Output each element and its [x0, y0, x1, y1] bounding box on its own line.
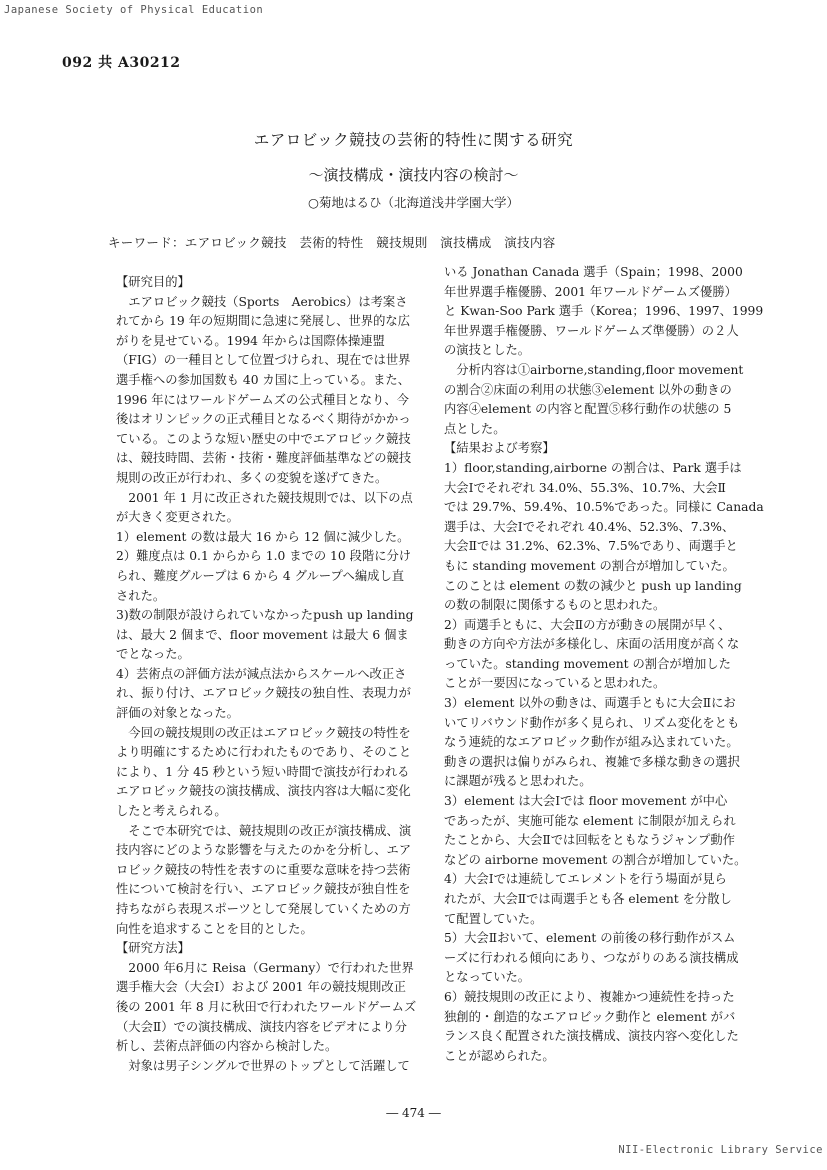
text-line: により、1 分 45 秒という短い時間で演技が行われる	[116, 764, 410, 779]
text-line: 年世界選手権優勝、ワールドゲームズ準優勝）の２人	[444, 323, 739, 338]
text-line: 【結果および考察】	[444, 441, 555, 456]
text-line: れたが、大会Ⅱでは両選手とも各 element を分散し	[444, 892, 732, 906]
right-column	[444, 263, 764, 1066]
text-line: の数の制限に関係するものと思われた。	[444, 598, 666, 613]
text-line: 大会Ⅰでそれぞれ 34.0%、55.3%、10.7%、大会Ⅱ	[444, 480, 726, 495]
text-line: 【研究目的】	[116, 275, 190, 289]
text-line: 評価の対象となった。	[116, 706, 239, 721]
text-line: 析し、芸術点評価の内容から検討した。	[116, 1039, 338, 1054]
text-line: て配置していた。	[444, 911, 543, 926]
text-line: 【研究方法】	[116, 941, 190, 956]
text-line: 独創的・創造的なエアロビック動作と element がバ	[444, 1009, 736, 1024]
text-line: 動きの方向や方法が多様化し、床面の活用度が高くな	[444, 637, 740, 652]
text-line: 大会Ⅱでは 31.2%、62.3%、7.5%であり、両選手と	[444, 539, 738, 554]
left-column	[116, 273, 436, 1076]
text-line: ーズに行われる傾向にあり、つながりのある演技構成	[444, 950, 739, 965]
text-line: られ、難度グループは 6 から 4 グループへ編成し直	[116, 568, 405, 583]
text-line: でとなった。	[116, 647, 190, 662]
text-line: 向性を追求することを目的とした。	[116, 921, 313, 936]
text-line: したと考えられる。	[116, 804, 227, 819]
text-line: となっていた。	[444, 970, 531, 985]
paper-subtitle: 〜演技構成・演技内容の検討〜	[308, 166, 519, 184]
text-line: 分析内容は①airborne,standing,floor movement	[444, 362, 744, 377]
text-line: 5）大会Ⅱおいて、element の前後の移行動作がスム	[444, 931, 736, 946]
text-line: エアロビック競技の演技構成、演技内容は大幅に変化	[116, 784, 411, 799]
page-number: ― 474 ―	[386, 1106, 441, 1120]
text-line: に課題が残ると思われた。	[444, 774, 592, 789]
text-line: 後はオリンピックの正式種目となるべく期待がかかっ	[116, 412, 411, 427]
society-header: Japanese Society of Physical Education	[4, 4, 264, 16]
paper-author: ○菊地はるひ（北海道浅井学園大学）	[308, 195, 519, 210]
text-line: いてリバウンド動作が多く見られ、リズム変化をとも	[444, 715, 740, 730]
keywords-line: キーワード：エアロビック競技 芸術的特性 競技規則 演技構成 演技内容	[108, 235, 556, 250]
text-line: ランス良く配置された演技構成、演技内容へ変化した	[444, 1029, 739, 1044]
text-line: れ、振り付け、エアロビック競技の独自性、表現力が	[116, 686, 411, 701]
text-line: は、最大 2 個まで、floor movement は最大 6 個ま	[116, 627, 409, 642]
text-line: 性について検討を行い、エアロビック競技が独自性を	[116, 882, 411, 897]
text-line: より明確にするために行われたものであり、そのこと	[116, 745, 412, 760]
text-line: 1）floor,standing,airborne の割合は、Park 選手は	[444, 460, 742, 475]
text-line: ロビック競技の特性を表すのに重要な意味を持つ芸術	[116, 862, 411, 877]
text-line: では 29.7%、59.4%、10.5%であった。同様に Canada	[444, 500, 764, 515]
text-line: いる Jonathan Canada 選手（Spain；1998、2000	[444, 265, 743, 279]
text-line: 4）大会Ⅰでは連続してエレメントを行う場面が見ら	[444, 872, 727, 887]
text-line: がりを見せている。1994 年からは国際体操連盟	[116, 333, 385, 348]
text-line: 持ちながら表現スポーツとして発展していくための方	[116, 902, 411, 916]
text-line: 選手は、大会Ⅰでそれぞれ 40.4%、52.3%、7.3%、	[444, 519, 735, 534]
text-line: された。	[116, 588, 166, 603]
text-line: 動きの選択は偏りがみられ、複雑で多様な動きの選択	[444, 754, 740, 769]
text-line: （FIG）の一種目として位置づけられ、現在では世界	[116, 353, 411, 368]
text-line: っていた。standing movement の割合が増加した	[444, 656, 731, 671]
text-line: 点とした。	[444, 421, 506, 436]
text-line: （大会Ⅱ）での演技構成、演技内容をビデオにより分	[116, 1019, 407, 1034]
paper-title: エアロビック競技の芸術的特性に関する研究	[253, 131, 574, 149]
text-line: れてから 19 年の短期間に急速に発展し、世界的な広	[116, 314, 410, 329]
text-line: 4）芸術点の評価方法が減点法からスケールへ改正さ	[116, 666, 407, 681]
text-line: 選手権大会（大会Ⅰ）および 2001 年の競技規則改正	[116, 980, 406, 995]
text-line: エアロビック競技（Sports Aerobics）は考案さ	[116, 294, 408, 309]
text-line: ている。このような短い歴史の中でエアロビック競技	[116, 431, 411, 446]
text-line: 2001 年 1 月に改正された競技規則では、以下の点	[116, 490, 413, 505]
text-line: 3）element は大会Ⅰでは floor movement が中心	[444, 794, 728, 809]
text-line: 3）element 以外の動きは、両選手ともに大会Ⅱにお	[444, 696, 736, 711]
text-line: 技内容にどのような影響を与えたのかを分析し、エア	[116, 843, 412, 858]
text-line: たことから、大会Ⅱでは回転をともなうジャンプ動作	[444, 833, 735, 848]
text-line: このことは element の数の減少と push up landing	[444, 578, 742, 593]
text-line: 後の 2001 年 8 月に秋田で行われたワールドゲームズ	[116, 999, 417, 1014]
text-line: そこで本研究では、競技規則の改正が演技構成、演	[116, 823, 412, 838]
text-line: 2）両選手ともに、大会Ⅱの方が動きの展開が早く、	[444, 617, 731, 632]
text-line: 6）競技規則の改正により、複雑かつ連続性を持った	[444, 989, 735, 1004]
text-line: 対象は男子シングルで世界のトップとして活躍して	[116, 1058, 410, 1073]
text-line: もに standing movement の割合が増加していた。	[444, 558, 735, 573]
text-line: なう連続的なエアロビック動作が組み込まれていた。	[444, 735, 739, 750]
abstract-code: 092 共 A30212	[62, 55, 181, 71]
text-line: は、競技時間、芸術・技術・難度評価基準などの競技	[116, 451, 412, 466]
text-line: であったが、実施可能な element に制限が加えられ	[444, 813, 736, 828]
text-line: 2000 年6月に Reisa（Germany）で行われた世界	[116, 960, 414, 975]
text-line: などの airborne movement の割合が増加していた。	[444, 852, 747, 867]
service-footer: NII-Electronic Library Service	[618, 1144, 823, 1156]
text-line: の演技とした。	[444, 343, 531, 358]
text-line: ことが一要因になっていると思われた。	[444, 676, 666, 691]
text-line: 内容④element の内容と配置⑤移行動作の状態の 5	[444, 402, 732, 417]
text-line: と Kwan-Soo Park 選手（Korea；1996、1997、1999	[444, 304, 764, 319]
text-line: ことが認められた。	[444, 1048, 555, 1063]
text-line: が大きく変更された。	[116, 510, 239, 525]
text-line: の割合②床面の利用の状態③element 以外の動きの	[444, 382, 732, 397]
text-line: 今回の競技規則の改正はエアロビック競技の特性を	[116, 725, 411, 740]
text-line: 2）難度点は 0.1 からから 1.0 までの 10 段階に分け	[116, 549, 412, 564]
text-line: 選手権への参加国数も 40 カ国に上っている。また、	[116, 372, 410, 387]
text-line: 規則の改正が行われ、多くの変貌を遂げてきた。	[116, 470, 388, 485]
text-line: 1996 年にはワールドゲームズの公式種目となり、今	[116, 392, 409, 407]
text-line: 3)数の制限が設けられていなかったpush up landing	[116, 608, 414, 623]
text-line: 年世界選手権優勝、2001 年ワールドゲームズ優勝）	[444, 284, 737, 299]
text-line: 1）element の数は最大 16 から 12 個に減少した。	[116, 529, 410, 544]
